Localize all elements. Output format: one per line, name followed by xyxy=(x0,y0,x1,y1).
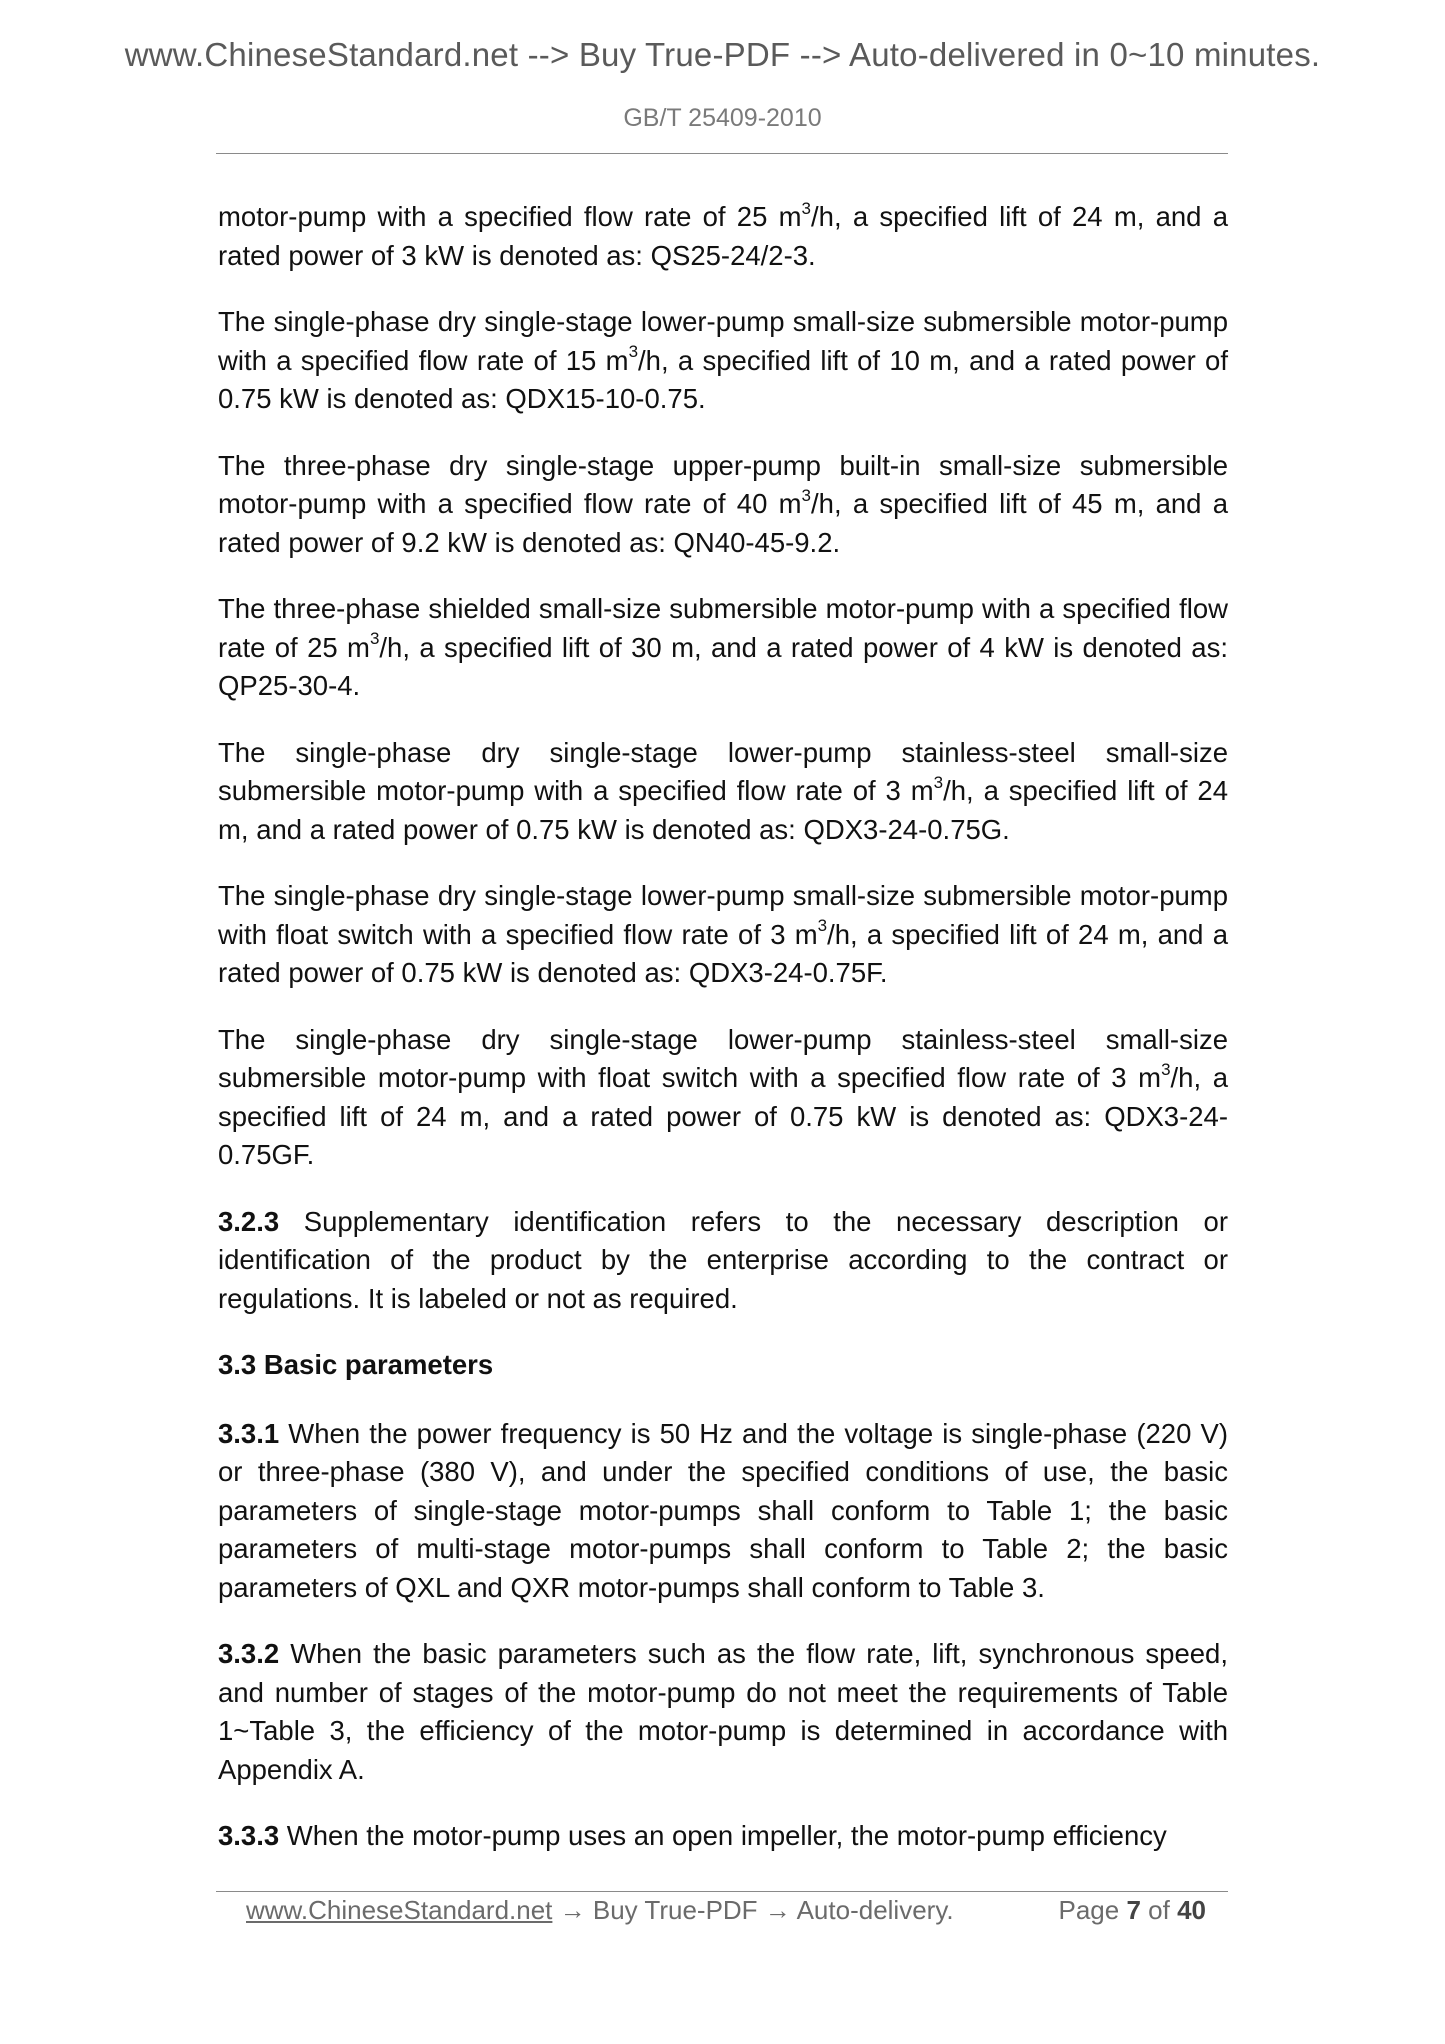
header-divider xyxy=(216,153,1228,154)
paragraph-qs-example: motor-pump with a specified flow rate of 25 $m^3/h$, a specified lift of 24 m, and a rated power of 3 kW is denoted as: QS25-24/2-3. xyxy=(218,198,1229,271)
paragraph-qn-example: The three-phase dry single-stage upper-pump built-in small-size submersible motor-pump with a specified flow rate of 40 $m^3/h$, a specified lift of 45 m, and a rated power of 9.2 kW is denoted as: QN40-45-9.2. xyxy=(218,449,1229,558)
clause-number: 3.3.3 xyxy=(218,1820,280,1851)
paragraph-qdx-example: The single-phase dry single-stage lower-pump small-size submersible motor-pump with a specified flow rate of 15 $m^3/h$, a specified lift of 10 m, and a rated power of 0.75 kW is denoted as: QDX15-10-0.75. xyxy=(218,306,1228,414)
clause-3-2-3: 3.2.3 Supplementary identification refers to the necessary description or identification of the product by the enterprise according to the contract or regulations. It is labeled or not as required. xyxy=(218,1205,1228,1314)
clause-number: 3.2.3 xyxy=(218,1205,280,1237)
clause-number: 3.3.1 xyxy=(218,1417,280,1449)
clause-number: 3.3.2 xyxy=(218,1638,280,1669)
auto-delivery-text: Auto-delivery. xyxy=(796,1895,954,1925)
paragraph-qdx-gf-example: The single-phase dry single-stage lower-pump stainless-steel small-size submersible motor-pump with float switch with a specified flow rate of 3 $m^3/h$, a specified lift of 24 m, and a rated power of 0.75 kW is denoted as: QDX3-24-0.75GF. xyxy=(218,1023,1228,1170)
footer-links xyxy=(246,1895,954,1925)
paragraph-qp-example: The three-phase shielded small-size submersible motor-pump with a specified flow rate of 25 $m^3/h$, a specified lift of 30 m, and a rated power of 4 kW is denoted as: QP25-30-4. xyxy=(218,593,1228,701)
page-body xyxy=(218,198,1228,1884)
clause-3-3-3: 3.3.3 When the motor-pump uses an open impeller, the motor-pump efficiency xyxy=(218,1820,1167,1851)
document-code: GB/T 25409-2010 xyxy=(623,104,822,132)
arrow-right-icon: → xyxy=(757,1895,797,1925)
footer-divider xyxy=(216,1891,1228,1892)
paragraph-qdx-g-example: The single-phase dry single-stage lower-pump stainless-steel small-size submersible motor-pump with a specified flow rate of 3 $m^3/h$, a specified lift of 24 m, and a rated power of 0.75 kW is denoted as: QDX3-24-0.75G. xyxy=(218,736,1228,845)
current-page: 7 xyxy=(1126,1895,1141,1925)
total-pages: 40 xyxy=(1177,1895,1206,1925)
page-number: Page 7 of 40 xyxy=(1058,1895,1206,1925)
buy-pdf-text: Buy True-PDF xyxy=(592,1895,758,1925)
page-footer xyxy=(246,1895,1206,1935)
section-heading-3-3: 3.3 Basic parameters xyxy=(218,1349,494,1380)
site-banner: www.ChineseStandard.net --> Buy True-PDF --> Auto-delivered in 0~10 minutes. xyxy=(124,36,1321,73)
website-link[interactable]: www.ChineseStandard.net xyxy=(246,1895,553,1925)
clause-3-3-2: 3.3.2 When the basic parameters such as the flow rate, lift, synchronous speed, and number of stages of the motor-pump do not meet the requirements of Table 1~Table 3, the efficiency of the motor-pump is determined in accordance with Appendix A. xyxy=(218,1638,1228,1785)
clause-3-3-1: 3.3.1 When the power frequency is 50 Hz and the voltage is single-phase (220 V) or three-phase (380 V), and under the specified conditions of use, the basic parameters of single-stage motor-pumps shall conform to Table 1; the basic parameters of multi-stage motor-pumps shall conform to Table 2; the basic parameters of QXL and QXR motor-pumps shall conform to Table 3. xyxy=(218,1417,1228,1603)
arrow-right-icon: → xyxy=(552,1895,593,1925)
paragraph-qdx-f-example: The single-phase dry single-stage lower-pump small-size submersible motor-pump with float switch with a specified flow rate of 3 $m^3/h$, a specified lift of 24 m, and a rated power of 0.75 kW is denoted as: QDX3-24-0.75F. xyxy=(218,880,1228,988)
